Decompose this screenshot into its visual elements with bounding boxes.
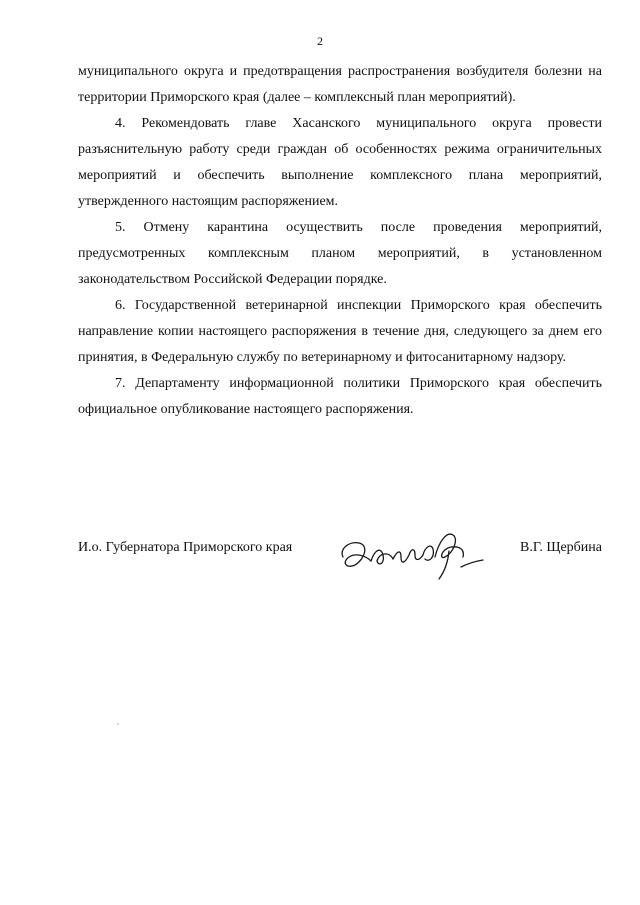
document-body xyxy=(78,59,602,423)
paragraph-item-5: 5. Отмену карантина осуществить после проведения мероприятий, предусмотренных комплексным планом мероприятий, в установленном законодательством Российской Федерации порядке. xyxy=(78,220,602,287)
signature-block xyxy=(78,527,602,587)
signature-stroke xyxy=(423,546,433,560)
page-number: 2 xyxy=(317,34,323,48)
paragraph-item-4: 4. Рекомендовать главе Хасанского муниципального округа провести разъяснительную работу среди граждан об особенностях режима ограничительных мероприятий и обеспечить выполнение комплексного плана мероприятий, утвержденного настоящим распоряжением. xyxy=(78,116,602,209)
signature-stroke xyxy=(371,550,393,564)
paragraph-item-7: 7. Департаменту информационной политики Приморского края обеспечить официальное опубликование настоящего распоряжения. xyxy=(78,376,602,417)
signature-stroke xyxy=(461,560,483,567)
signer-name: В.Г. Щербина xyxy=(519,540,602,555)
paragraph-continuation: муниципального округа и предотвращения распространения возбудителя болезни на территории Приморского края (далее – комплексный план мероприятий). xyxy=(78,64,602,105)
signature-stroke xyxy=(342,543,371,567)
paragraph-item-6: 6. Государственной ветеринарной инспекции Приморского края обеспечить направление копии настоящего распоряжения в течение дня, следующего за днем его принятия, в Федеральную службу по ветеринарному и фитосанитарному надзору. xyxy=(78,298,602,365)
signature-stroke xyxy=(393,550,423,562)
handwritten-signature xyxy=(335,527,485,583)
scan-artifact-dot xyxy=(117,723,119,725)
signer-title: И.о. Губернатора Приморского края xyxy=(78,540,293,555)
